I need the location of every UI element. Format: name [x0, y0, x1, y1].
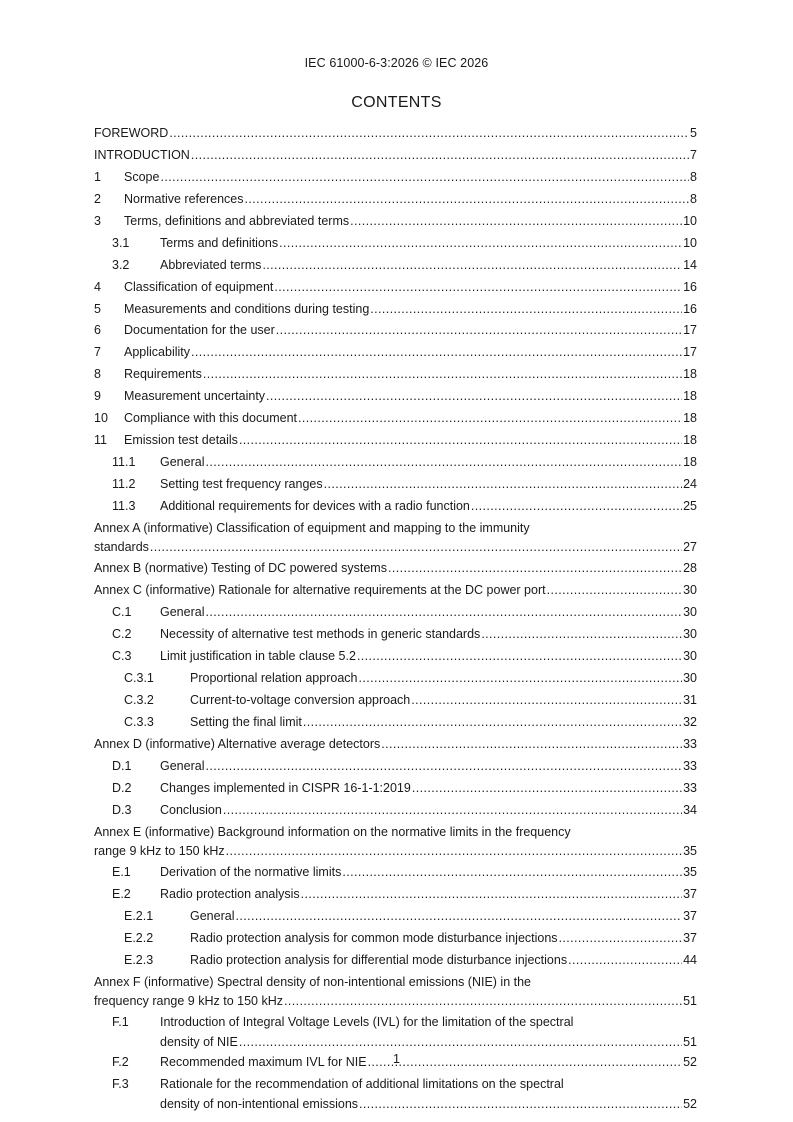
- toc-entry[interactable]: [94, 124, 697, 144]
- toc-entry[interactable]: [94, 647, 697, 667]
- toc-entry-page[interactable]: 14: [683, 257, 697, 272]
- toc-entry[interactable]: [94, 453, 697, 473]
- toc-entry-title[interactable]: Measurements and conditions during testing: [124, 301, 370, 316]
- toc-entry[interactable]: [94, 212, 697, 232]
- toc-entry[interactable]: [94, 779, 697, 799]
- dot-leader: [359, 1095, 682, 1115]
- toc-entry[interactable]: [94, 603, 697, 623]
- toc-entry[interactable]: [94, 559, 697, 579]
- toc-entry-page[interactable]: 30: [683, 649, 697, 663]
- toc-entry-page[interactable]: 10: [683, 235, 697, 250]
- page-number: 1: [393, 1052, 400, 1066]
- toc-entry-body: [160, 757, 697, 777]
- toc-entry-body: [160, 885, 697, 905]
- toc-entry-body: [124, 409, 697, 429]
- toc-entry-body: [124, 387, 697, 407]
- toc-entry[interactable]: [94, 475, 697, 495]
- toc-entry-title[interactable]: Radio protection analysis for common mode disturbance injections: [190, 930, 558, 945]
- toc-entry-body: [160, 603, 697, 623]
- toc-entry-number: 3: [94, 213, 101, 228]
- toc-entry[interactable]: [94, 300, 697, 320]
- toc-entry-number: 8: [94, 367, 101, 382]
- toc-entry-body: [124, 343, 697, 363]
- toc-entry-body: [190, 907, 697, 927]
- toc-entry-body: [94, 124, 697, 144]
- toc-entry-title[interactable]: INTRODUCTION: [94, 147, 190, 162]
- toc-entry-title[interactable]: Derivation of the normative limits: [160, 864, 342, 879]
- toc-entry[interactable]: [94, 497, 697, 517]
- toc-entry-number: C.3.2: [124, 692, 154, 707]
- dot-leader: [298, 409, 682, 429]
- toc-entry-title[interactable]: Terms, definitions and abbreviated terms: [124, 213, 350, 228]
- dot-leader: [266, 387, 682, 407]
- toc-entry-title[interactable]: Current-to-voltage conversion approach: [190, 692, 411, 707]
- toc-entry-number: 3.2: [112, 257, 130, 272]
- toc-entry[interactable]: [94, 863, 697, 883]
- toc-entry-title[interactable]: Emission test details: [124, 433, 238, 448]
- toc-entry-number: 2: [94, 191, 101, 206]
- toc-entry-body: [124, 190, 697, 210]
- toc-entry[interactable]: [94, 409, 697, 429]
- toc-entry-page[interactable]: 18: [683, 389, 697, 404]
- dot-leader: [284, 992, 682, 1012]
- toc-entry-page[interactable]: 7: [690, 147, 697, 162]
- toc-entry[interactable]: [94, 256, 697, 276]
- toc-entry-title-line1: Annex F (informative) Spectral density of non-intentional emissions (NIE) in the: [94, 974, 531, 989]
- toc-entry-page[interactable]: 52: [683, 1096, 697, 1111]
- toc-entry-body: [160, 779, 697, 799]
- toc-entry-title[interactable]: Radio protection analysis: [160, 886, 300, 901]
- toc-entry-number: 4: [94, 279, 101, 294]
- toc-entry-page[interactable]: 17: [683, 323, 697, 338]
- dot-leader: [547, 581, 683, 601]
- toc-entry-page[interactable]: 18: [683, 455, 697, 470]
- toc-entry-title[interactable]: General: [190, 908, 235, 923]
- toc-entry-title[interactable]: Compliance with this document: [124, 411, 297, 426]
- toc-entry-number: E.2.1: [124, 908, 154, 923]
- toc-entry-number: D.2: [112, 780, 132, 795]
- toc-entry-body: [160, 801, 697, 821]
- toc-entry-title[interactable]: Applicability: [124, 345, 191, 360]
- toc-entry-title-line1: Annex E (informative) Background information on the normative limits in the frequency: [94, 824, 571, 839]
- toc-entry-number: F.2: [112, 1055, 129, 1070]
- toc-entry-title[interactable]: Requirements: [124, 367, 202, 382]
- toc-entry-body: [160, 497, 697, 517]
- toc-entry-number: 11: [94, 433, 107, 448]
- toc-entry-page[interactable]: 30: [683, 605, 697, 620]
- toc-entry-page[interactable]: 17: [683, 345, 697, 360]
- toc-entry-title[interactable]: frequency range 9 kHz to 150 kHz: [94, 994, 283, 1009]
- toc-entry-body: [124, 431, 697, 451]
- toc-entry-body: [160, 475, 697, 495]
- dot-leader: [559, 929, 683, 949]
- toc-entry-body: [160, 234, 697, 254]
- toc-entry[interactable]: [94, 343, 697, 363]
- toc-entry-page[interactable]: 35: [683, 844, 697, 859]
- dot-leader: [381, 735, 682, 755]
- dot-leader: [279, 234, 682, 254]
- toc-entry-title[interactable]: Annex C (informative) Rationale for alternative requirements at the DC power port: [94, 583, 546, 598]
- toc-entry[interactable]: [94, 365, 697, 385]
- toc-entry-title[interactable]: Scope: [124, 169, 160, 184]
- toc-entry-number: 3.1: [112, 235, 130, 250]
- toc-entry-number: E.2.3: [124, 952, 154, 967]
- toc-entry-page[interactable]: 30: [683, 670, 697, 685]
- toc-entry-page[interactable]: 33: [683, 758, 697, 773]
- toc-entry[interactable]: [94, 885, 697, 905]
- toc-entry-title[interactable]: standards: [94, 540, 149, 555]
- toc-entry[interactable]: [94, 973, 697, 1012]
- toc-entry-body: [124, 212, 697, 232]
- toc-entry-page[interactable]: 31: [683, 692, 697, 707]
- toc-entry-number: C.3.1: [124, 670, 154, 685]
- toc-entry-page[interactable]: 34: [683, 802, 697, 817]
- toc-entry[interactable]: [94, 234, 697, 254]
- document-header: IEC 61000-6-3:2026 © IEC 2026: [304, 56, 489, 70]
- toc-entry-body: [160, 453, 697, 473]
- toc-entry-body: [94, 735, 697, 755]
- dot-leader: [301, 885, 682, 905]
- toc-entry-number: 6: [94, 323, 101, 338]
- dot-leader: [262, 256, 682, 276]
- toc-entry-number: 9: [94, 389, 101, 404]
- toc-entry-number: D.3: [112, 802, 132, 817]
- dot-leader: [226, 842, 682, 862]
- toc-entry[interactable]: [94, 735, 697, 755]
- dot-leader: [169, 124, 689, 144]
- toc-entry-number: 1: [94, 169, 101, 184]
- toc-entry-body: [94, 581, 697, 601]
- toc-entry-title[interactable]: Necessity of alternative test methods in generic standards: [160, 627, 481, 642]
- toc-entry-title[interactable]: Annex D (informative) Alternative average detectors: [94, 736, 381, 751]
- toc-entry-title-line1: Introduction of Integral Voltage Levels (IVL) for the limitation of the spectral: [160, 1014, 574, 1029]
- toc-entry-body: [94, 559, 697, 579]
- dot-leader: [342, 863, 682, 883]
- toc-entry-title-line1: Rationale for the recommendation of additional limitations on the spectral: [160, 1077, 564, 1092]
- toc-entry-page[interactable]: 28: [683, 561, 697, 576]
- toc-entry-body: [160, 625, 697, 645]
- toc-entry[interactable]: [94, 951, 697, 971]
- toc-entry[interactable]: [94, 190, 697, 210]
- toc-entry-page[interactable]: 25: [683, 498, 697, 513]
- toc-entry[interactable]: [94, 691, 697, 711]
- toc-entry-number: E.2.2: [124, 930, 154, 945]
- toc-entry-page[interactable]: 32: [683, 714, 697, 729]
- dot-leader: [358, 669, 682, 689]
- toc-entry-page[interactable]: 52: [683, 1055, 697, 1070]
- toc-entry-title[interactable]: General: [160, 455, 205, 470]
- toc-entry-page[interactable]: 35: [683, 864, 697, 879]
- toc-entry-page[interactable]: 24: [683, 477, 697, 491]
- toc-entry-title-line1: Annex A (informative) Classification of equipment and mapping to the immunity: [94, 520, 530, 535]
- toc-entry-body: [190, 929, 697, 949]
- dot-leader: [276, 321, 682, 341]
- toc-entry-number: 11.2: [112, 477, 136, 491]
- toc-entry-number: F.1: [112, 1014, 129, 1029]
- toc-entry-body: [160, 647, 697, 667]
- toc-entry-page[interactable]: 8: [690, 169, 697, 184]
- toc-entry-body: [190, 713, 697, 733]
- toc-entry-page[interactable]: 30: [683, 583, 697, 598]
- toc-entry-number: E.1: [112, 864, 131, 879]
- toc-entry[interactable]: [94, 581, 697, 601]
- dot-leader: [388, 559, 682, 579]
- toc-entry-page[interactable]: 37: [683, 886, 697, 901]
- toc-entry[interactable]: [94, 278, 697, 298]
- toc-entry-title[interactable]: Setting the final limit: [190, 714, 302, 729]
- toc-entry-number: 10: [94, 411, 108, 426]
- toc-entry-page[interactable]: 30: [683, 627, 697, 642]
- toc-entry-page[interactable]: 18: [683, 411, 697, 426]
- dot-leader: [245, 190, 690, 210]
- toc-entry[interactable]: [94, 1075, 697, 1114]
- dot-leader: [324, 475, 682, 495]
- toc-entry[interactable]: [94, 625, 697, 645]
- dot-leader: [205, 757, 682, 777]
- dot-leader: [223, 801, 682, 821]
- toc-entry[interactable]: [94, 929, 697, 949]
- dot-leader: [357, 647, 682, 667]
- toc-entry[interactable]: [94, 519, 697, 558]
- toc-entry[interactable]: [94, 907, 697, 927]
- toc-entry[interactable]: [94, 801, 697, 821]
- dot-leader: [205, 453, 682, 473]
- toc-entry-title[interactable]: Proportional relation approach: [190, 670, 358, 685]
- dot-leader: [471, 497, 682, 517]
- toc-entry[interactable]: [94, 669, 697, 689]
- toc-entry[interactable]: [94, 823, 697, 862]
- dot-leader: [303, 713, 682, 733]
- dot-leader: [370, 300, 682, 320]
- toc-entry-title[interactable]: range 9 kHz to 150 kHz: [94, 844, 225, 859]
- toc-entry-number: 11.1: [112, 455, 136, 470]
- toc-entry-title[interactable]: density of non-intentional emissions: [160, 1096, 359, 1111]
- dot-leader: [481, 625, 682, 645]
- toc-entry-body: [94, 973, 697, 1012]
- toc-entry-body: [160, 256, 697, 276]
- toc-entry-number: C.3: [112, 649, 132, 663]
- toc-entry-title[interactable]: Additional requirements for devices with a radio function: [160, 498, 470, 513]
- dot-leader: [411, 691, 682, 711]
- toc-entry-title[interactable]: Limit justification in table clause 5.2: [160, 649, 356, 663]
- toc-entry-title[interactable]: Changes implemented in CISPR 16-1-1:2019: [160, 780, 411, 795]
- dot-leader: [568, 951, 682, 971]
- page-title: CONTENTS: [351, 94, 442, 111]
- toc-entry-body: [160, 1075, 697, 1114]
- toc-entry[interactable]: [94, 431, 697, 451]
- toc-entry[interactable]: [94, 146, 697, 166]
- toc-entry-number: C.3.3: [124, 714, 154, 729]
- dot-leader: [191, 343, 682, 363]
- toc-entry-title[interactable]: FOREWORD: [94, 126, 169, 140]
- toc-entry-title[interactable]: Abbreviated terms: [160, 257, 262, 272]
- toc-entry-title[interactable]: General: [160, 758, 205, 773]
- dot-leader: [412, 779, 682, 799]
- toc-entry[interactable]: [94, 387, 697, 407]
- dot-leader: [203, 365, 682, 385]
- toc-entry-body: [190, 669, 697, 689]
- toc-entry-page[interactable]: 27: [683, 540, 697, 555]
- toc-entry-page[interactable]: 51: [683, 1034, 697, 1049]
- dot-leader: [150, 538, 682, 558]
- toc-entry-body: [124, 300, 697, 320]
- dot-leader: [205, 603, 682, 623]
- toc-entry-body: [190, 951, 697, 971]
- toc-entry-number: 5: [94, 301, 101, 316]
- table-of-contents: [94, 124, 697, 1116]
- toc-entry-body: [124, 278, 697, 298]
- toc-entry[interactable]: [94, 1013, 697, 1052]
- toc-entry-page[interactable]: 8: [690, 191, 697, 206]
- dot-leader: [235, 907, 682, 927]
- toc-entry-number: 7: [94, 345, 101, 360]
- toc-entry-title[interactable]: density of NIE: [160, 1034, 238, 1049]
- toc-entry-title[interactable]: Normative references: [124, 191, 244, 206]
- toc-entry[interactable]: [94, 713, 697, 733]
- toc-entry-page[interactable]: 10: [683, 213, 697, 228]
- toc-entry-page[interactable]: 33: [683, 780, 697, 795]
- toc-entry-title[interactable]: Recommended maximum IVL for NIE: [160, 1055, 367, 1070]
- toc-entry-title[interactable]: Radio protection analysis for differential mode disturbance injections: [190, 952, 568, 967]
- toc-entry-title[interactable]: Conclusion: [160, 802, 222, 817]
- toc-entry-body: [190, 691, 697, 711]
- toc-entry-title[interactable]: Terms and definitions: [160, 235, 279, 250]
- toc-entry-number: C.2: [112, 627, 132, 642]
- toc-entry-body: [160, 1013, 697, 1052]
- toc-entry-page[interactable]: 16: [683, 301, 697, 316]
- dot-leader: [191, 146, 689, 166]
- dot-leader: [239, 431, 682, 451]
- toc-entry-title[interactable]: Measurement uncertainty: [124, 389, 266, 404]
- toc-entry-number: C.1: [112, 605, 132, 620]
- toc-entry-title[interactable]: General: [160, 605, 205, 620]
- toc-entry-page[interactable]: 51: [683, 994, 697, 1009]
- toc-entry-body: [124, 168, 697, 188]
- toc-entry[interactable]: [94, 168, 697, 188]
- toc-entry-page[interactable]: 16: [683, 279, 697, 294]
- toc-entry-body: [94, 823, 697, 862]
- toc-entry-number: E.2: [112, 886, 131, 901]
- toc-entry-page[interactable]: 44: [683, 952, 697, 967]
- dot-leader: [239, 1033, 682, 1053]
- toc-entry-page[interactable]: 18: [683, 433, 697, 448]
- toc-entry-page[interactable]: 5: [690, 126, 697, 140]
- toc-entry-title[interactable]: Documentation for the user: [124, 323, 275, 338]
- toc-entry-number: D.1: [112, 758, 132, 773]
- toc-entry-page[interactable]: 37: [683, 930, 697, 945]
- dot-leader: [274, 278, 682, 298]
- toc-entry-title[interactable]: Annex B (normative) Testing of DC powered systems: [94, 561, 387, 576]
- toc-entry-body: [160, 863, 697, 883]
- dot-leader: [350, 212, 682, 232]
- toc-entry-title[interactable]: Classification of equipment: [124, 279, 274, 294]
- toc-entry-body: [124, 321, 697, 341]
- toc-entry-page[interactable]: 18: [683, 367, 697, 382]
- toc-entry-page[interactable]: 37: [683, 908, 697, 923]
- toc-entry-page[interactable]: 33: [683, 736, 697, 751]
- dot-leader: [160, 168, 689, 188]
- toc-entry-title[interactable]: Setting test frequency ranges: [160, 477, 323, 491]
- toc-entry-body: [94, 519, 697, 558]
- toc-entry-body: [124, 365, 697, 385]
- toc-entry[interactable]: [94, 321, 697, 341]
- toc-entry[interactable]: [94, 757, 697, 777]
- toc-entry-body: [94, 146, 697, 166]
- toc-entry-number: 11.3: [112, 498, 136, 513]
- toc-entry-number: F.3: [112, 1077, 129, 1092]
